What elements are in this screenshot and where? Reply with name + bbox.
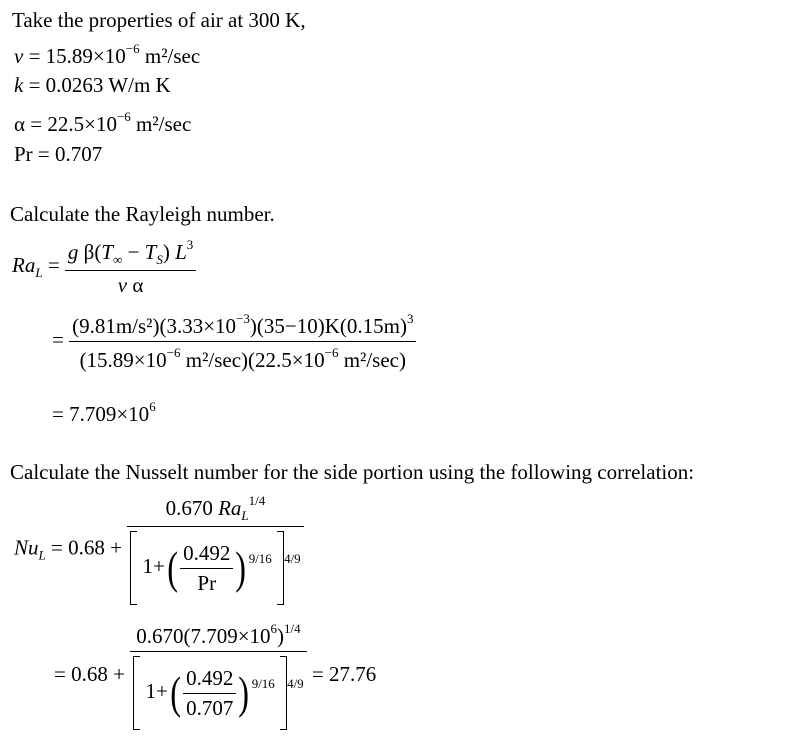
- nusselt-substitution-fraction: $0.670(7.709\times 10^6)^{1/4}$ 1+( $\frac{0.492}{0.707}$ ) $^{9/16}$ $^{4/9}$: [130, 622, 307, 730]
- rayleigh-result: = $7.709\times 10^6$: [52, 399, 156, 426]
- thermal-conductivity-line: k = 0.0263 W/m K: [14, 73, 171, 97]
- nusselt-heading: Calculate the Nusselt number for the side portion using the following correlation:: [10, 460, 695, 484]
- rayleigh-substitution-fraction: $\frac{(9.81m/s^2)(3.33\times 10^{-3})(35-10)K(0.15m)^3}{(15.89\times 10^{-6} m^2/\sec)(22.5\times 10^{-6} m^2/\sec)}$: [69, 312, 416, 371]
- thermal-diffusivity-line: $\alpha = 22.5\times 10^{-6}$ m²/sec: [14, 109, 192, 136]
- rayleigh-substitution: = $\frac{(9.81m/s^2)(3.33\times 10^{-3})(35-10)K(0.15m)^3}{(15.89\times 10^{-6} m^2/\sec)(22.5\times 10^{-6} m^2/\sec)}$: [52, 312, 416, 371]
- nusselt-result: 27.76: [329, 661, 377, 686]
- properties-heading: Take the properties of air at 300 K,: [12, 8, 306, 32]
- rayleigh-definition-fraction: $\frac{g \beta(T_\infty - T_S) L^3}{\text{ν α}}$: [65, 238, 196, 296]
- prandtl-line: Pr = 0.707: [14, 142, 103, 166]
- kinematic-viscosity-line: $\nu = 15.89\times 10^{-6}$ m²/sec: [14, 41, 201, 68]
- nusselt-correlation: $Nu_L = 0.68$ + 0.670 $Ra_L^{1/4}$ 1+( $\frac{0.492}{Pr}$ ) $^{9/16}$ $^{4/9}$: [14, 494, 304, 605]
- rayleigh-definition: $Ra_L$ = $\frac{g \beta(T_\infty - T_S) L^3}{\text{ν α}}$: [12, 238, 196, 296]
- nusselt-substitution: = 0.68 + $0.670(7.709\times 10^6)^{1/4}$ 1+( $\frac{0.492}{0.707}$ ) $^{9/16}$ $^{4/9}$ = 27.76: [54, 622, 376, 730]
- rayleigh-heading: Calculate the Rayleigh number.: [10, 202, 275, 226]
- nusselt-correlation-fraction: 0.670 $Ra_L^{1/4}$ 1+( $\frac{0.492}{Pr}$ ) $^{9/16}$ $^{4/9}$: [127, 494, 304, 605]
